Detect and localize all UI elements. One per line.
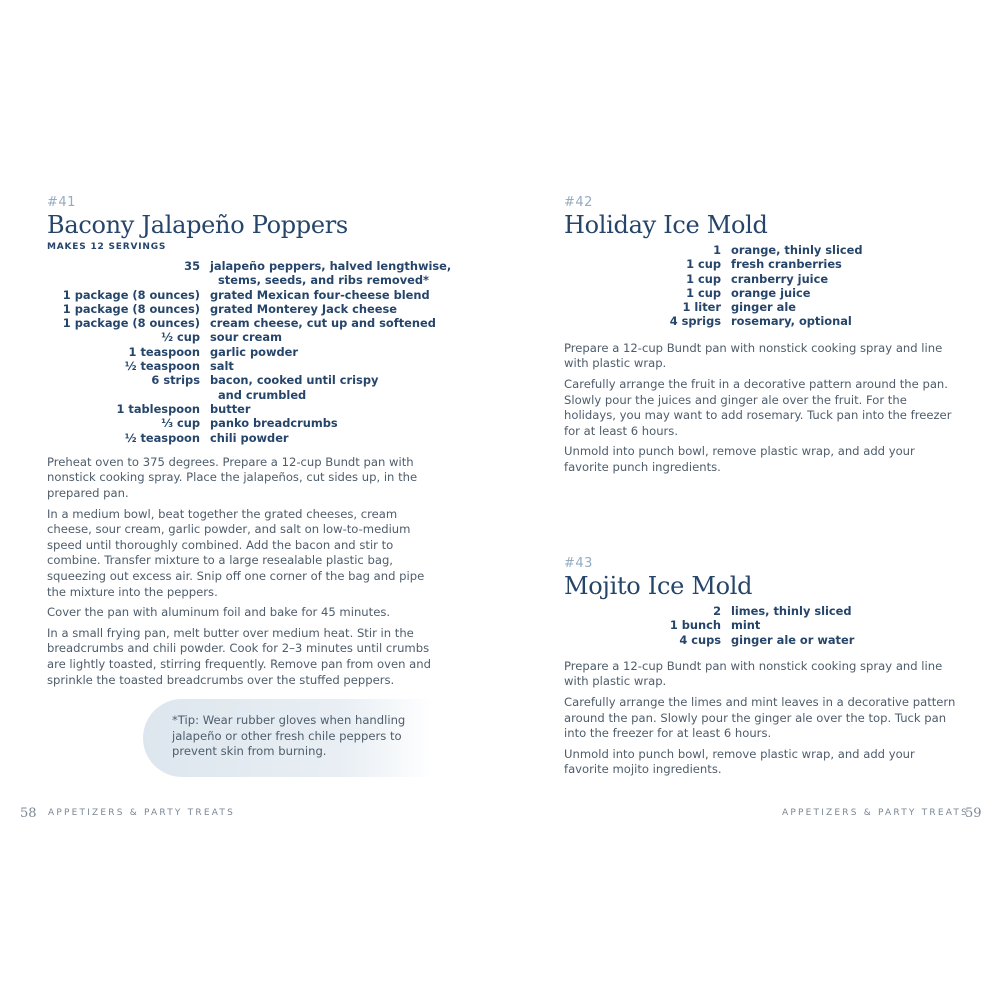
ingredient-amount: 1 package (8 ounces) <box>62 316 200 331</box>
ingredient-item: ginger ale or water <box>731 632 855 647</box>
ingredient-amount: ½ teaspoon <box>124 430 200 445</box>
ingredient-item: bacon, cooked until crispy <box>210 373 379 388</box>
recipe-step: Unmold into punch bowl, remove plastic wrap, and add your favorite mojito ingredients. <box>564 746 915 777</box>
recipe-title: Bacony Jalapeño Poppers <box>47 211 348 239</box>
recipe-title: Mojito Ice Mold <box>564 572 753 600</box>
recipe-title: Holiday Ice Mold <box>564 211 768 239</box>
ingredient-item: mint <box>731 618 761 633</box>
ingredient-list <box>564 604 964 647</box>
ingredient-item: grated Mexican four-cheese blend <box>210 287 430 302</box>
right-page <box>500 0 1000 1000</box>
recipe-42 <box>564 196 964 481</box>
recipe-step: Carefully arrange the fruit in a decorative pattern around the pan. Slowly pour the juices and ginger ale over the fruit. For the holidays, you may want to add rosemary. Tuck pan into the freezer for at least 6 hours. <box>564 376 952 438</box>
ingredient-amount: 1 liter <box>682 300 721 315</box>
page-number: 58 <box>20 806 37 821</box>
ingredient-item: grated Monterey Jack cheese <box>210 301 397 316</box>
ingredient-list <box>564 243 964 329</box>
recipe-steps <box>564 659 959 778</box>
ingredient-amount: 1 package (8 ounces) <box>62 301 200 316</box>
ingredient-spacer <box>47 273 210 287</box>
ingredient-list <box>47 259 452 445</box>
recipe-steps <box>564 341 959 476</box>
ingredient-amount: ⅓ cup <box>161 416 200 431</box>
section-footer: APPETIZERS & PARTY TREATS <box>48 808 235 818</box>
ingredient-item: chili powder <box>210 430 289 445</box>
recipe-number: #43 <box>564 556 593 571</box>
recipe-43 <box>564 557 964 783</box>
ingredient-item: salt <box>210 359 234 374</box>
ingredient-amount: 1 cup <box>686 257 721 272</box>
recipe-step: Cover the pan with aluminum foil and bake for 45 minutes. <box>47 605 391 620</box>
ingredient-amount: 1 teaspoon <box>128 344 200 359</box>
ingredient-item: ginger ale <box>731 300 796 315</box>
tip-box <box>143 699 433 777</box>
ingredient-item: limes, thinly sliced <box>731 604 852 618</box>
ingredient-amount: 1 cup <box>686 271 721 286</box>
recipe-step: Prepare a 12-cup Bundt pan with nonstick cooking spray and line with plastic wrap. <box>564 340 943 371</box>
recipe-step: Unmold into punch bowl, remove plastic wrap, and add your favorite punch ingredients. <box>564 444 915 474</box>
ingredient-item: cream cheese, cut up and softened <box>210 316 436 331</box>
ingredient-item: orange juice <box>731 285 811 300</box>
ingredient-item: fresh cranberries <box>731 257 842 272</box>
ingredient-amount: 1 bunch <box>669 618 721 633</box>
ingredient-amount: 1 package (8 ounces) <box>62 287 200 302</box>
ingredient-item: butter <box>210 401 251 416</box>
ingredient-item: panko breadcrumbs <box>210 416 338 431</box>
servings-label: MAKES 12 SERVINGS <box>47 242 167 252</box>
section-footer: APPETIZERS & PARTY TREATS <box>782 808 969 818</box>
tip-text: *Tip: Wear rubber gloves when handling jalapeño or other fresh chile peppers to prevent skin from burning. <box>172 713 406 759</box>
page-number: 59 <box>965 806 982 821</box>
ingredient-amount: 6 strips <box>151 373 200 388</box>
recipe-number: #41 <box>47 195 76 210</box>
ingredient-item: rosemary, optional <box>731 314 852 329</box>
ingredient-item: cranberry juice <box>731 271 829 286</box>
ingredient-amount: ½ teaspoon <box>124 359 200 374</box>
ingredient-amount: 4 cups <box>679 632 721 647</box>
ingredient-amount: 4 sprigs <box>669 314 721 329</box>
ingredient-amount: ½ cup <box>161 330 200 345</box>
ingredient-amount: 35 <box>184 259 200 273</box>
ingredient-amount: 2 <box>713 604 721 618</box>
ingredient-item: garlic powder <box>210 344 298 359</box>
ingredient-item-continued: and crumbled <box>218 387 307 402</box>
ingredient-spacer <box>47 388 210 402</box>
recipe-steps <box>47 455 439 688</box>
recipe-41 <box>47 195 452 693</box>
recipe-step: Preheat oven to 375 degrees. Prepare a 12-cup Bundt pan with nonstick cooking spray. Place the jalapeños, cut sides up, in the prepared pan. <box>47 454 418 501</box>
recipe-number: #42 <box>564 195 593 210</box>
ingredient-item: sour cream <box>210 330 282 345</box>
recipe-step: In a small frying pan, melt butter over medium heat. Stir in the breadcrumbs and chili powder. Cook for 2–3 minutes until crumbs are lightly toasted, stirring frequently. Remove pan from oven and sprinkle the toasted breadcrumbs over the stuffed peppers. <box>47 625 431 687</box>
ingredient-amount: 1 <box>713 243 721 257</box>
ingredient-amount: 1 cup <box>686 285 721 300</box>
ingredient-item: orange, thinly sliced <box>731 243 863 257</box>
recipe-step: In a medium bowl, beat together the grated cheeses, cream cheese, sour cream, garlic powder, and salt on low-to-medium speed until thoroughly combined. Add the bacon and stir to combine. Transfer mixture to a large resealable plastic bag, squeezing out excess air. Snip off one corner of the bag and pipe the mixture into the peppers. <box>47 506 425 599</box>
ingredient-item: jalapeño peppers, halved lengthwise, <box>210 259 452 273</box>
ingredient-item-continued: stems, seeds, and ribs removed* <box>218 273 429 288</box>
recipe-step: Prepare a 12-cup Bundt pan with nonstick cooking spray and line with plastic wrap. <box>564 658 943 689</box>
ingredient-amount: 1 tablespoon <box>116 401 200 416</box>
recipe-step: Carefully arrange the limes and mint leaves in a decorative pattern around the pan. Slowly pour the ginger ale over the top. Tuck pan into the freezer for at least 6 hours. <box>564 695 956 741</box>
